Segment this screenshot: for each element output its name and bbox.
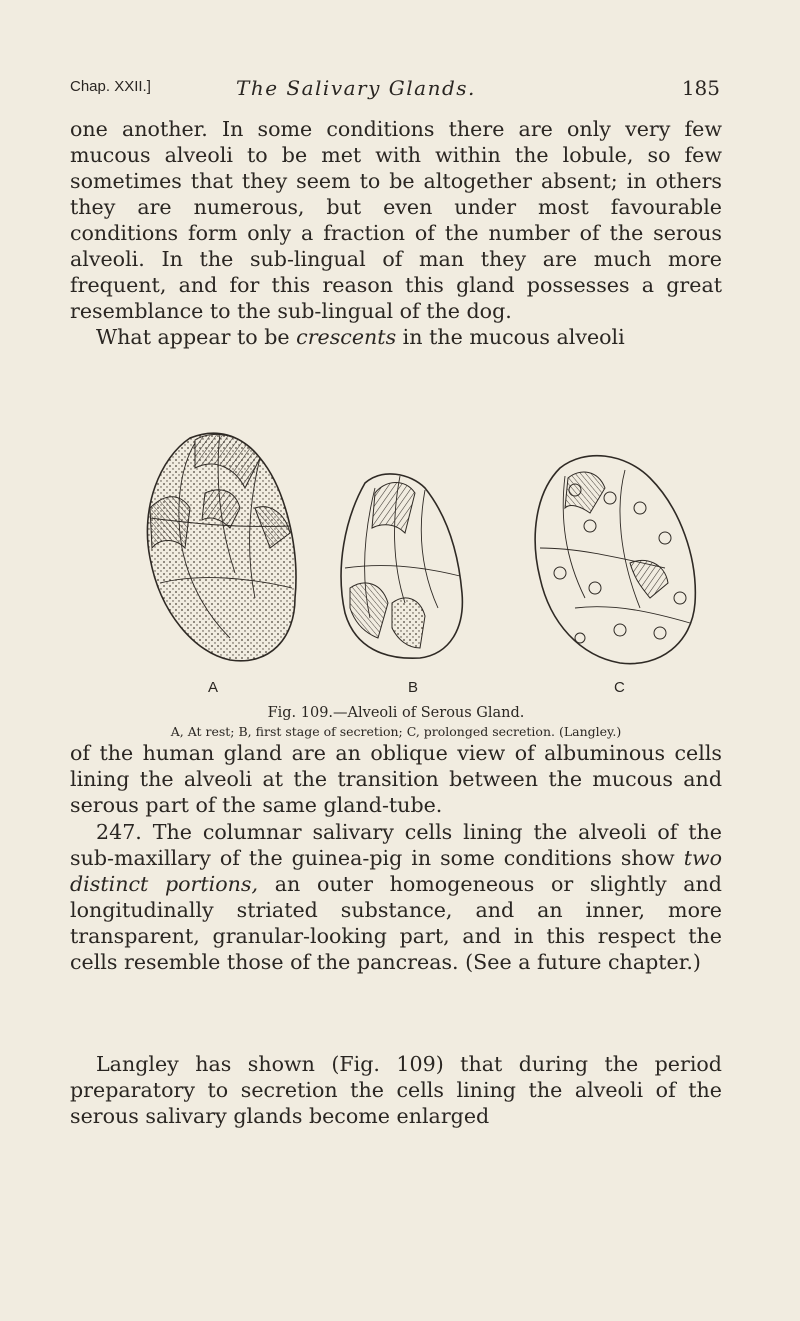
figure-label-c: C	[614, 679, 625, 696]
text-run: an outer homogeneous or slightly and longitudinally striated substance, and an inner, more transparent, granular-looking part, and in this respect the cells resemble those of the pancreas. (See a future chapter.)	[70, 872, 722, 974]
italic-term: two distinct portions,	[70, 846, 722, 896]
figure-caption-legend: A, At rest; B, first stage of secretion; C, prolonged secretion. (Langley.)	[170, 724, 622, 739]
chapter-reference: Chap. XXII.]	[70, 78, 151, 95]
paragraph-3	[70, 819, 722, 975]
text-run: 247. The columnar salivary cells lining the alveoli of the sub-maxillary of the guinea-pig in some conditions show	[70, 820, 722, 870]
paragraph-1	[70, 116, 722, 350]
paragraph-1-text: one another. In some conditions there are only very few mucous alveoli to be met with within the lobule, so few sometimes that they seem to be altogether absent; in others they are numerous, but even under most favourable conditions form only a fraction of the number of the serous alveoli. In the sub-lingual of man they are much more frequent, and for this reason this gland possesses a great resemblance to the sub-lingual of the dog.	[70, 117, 722, 323]
text-run: What appear to be	[96, 325, 297, 349]
figure-caption-title: Fig. 109.—Alveoli of Serous Gland.	[267, 705, 525, 721]
figure-label-b: B	[408, 679, 419, 696]
panel-a-alveolus	[147, 433, 296, 661]
running-head	[70, 76, 720, 106]
figure-label-a: A	[208, 679, 219, 696]
page-number: 185	[681, 76, 720, 100]
paragraph-1-last-line	[70, 324, 722, 350]
paragraph-4: Langley has shown (Fig. 109) that during the period preparatory to secretion the cells lining the alveoli of the serous salivary glands become enlarged	[70, 1052, 722, 1128]
italic-term: crescents	[296, 325, 397, 349]
paragraph-2: of the human gland are an oblique view of albuminous cells lining the alveoli at the transition between the mucous and serous part of the same gland-tube.	[70, 741, 722, 817]
figure-109	[120, 398, 710, 696]
panel-c-alveolus	[535, 456, 695, 664]
text-run: in the mucous alveoli	[396, 325, 625, 349]
panel-b-alveolus	[341, 474, 462, 658]
alveoli-illustration	[120, 398, 710, 676]
running-title: The Salivary Glands.	[236, 76, 476, 100]
